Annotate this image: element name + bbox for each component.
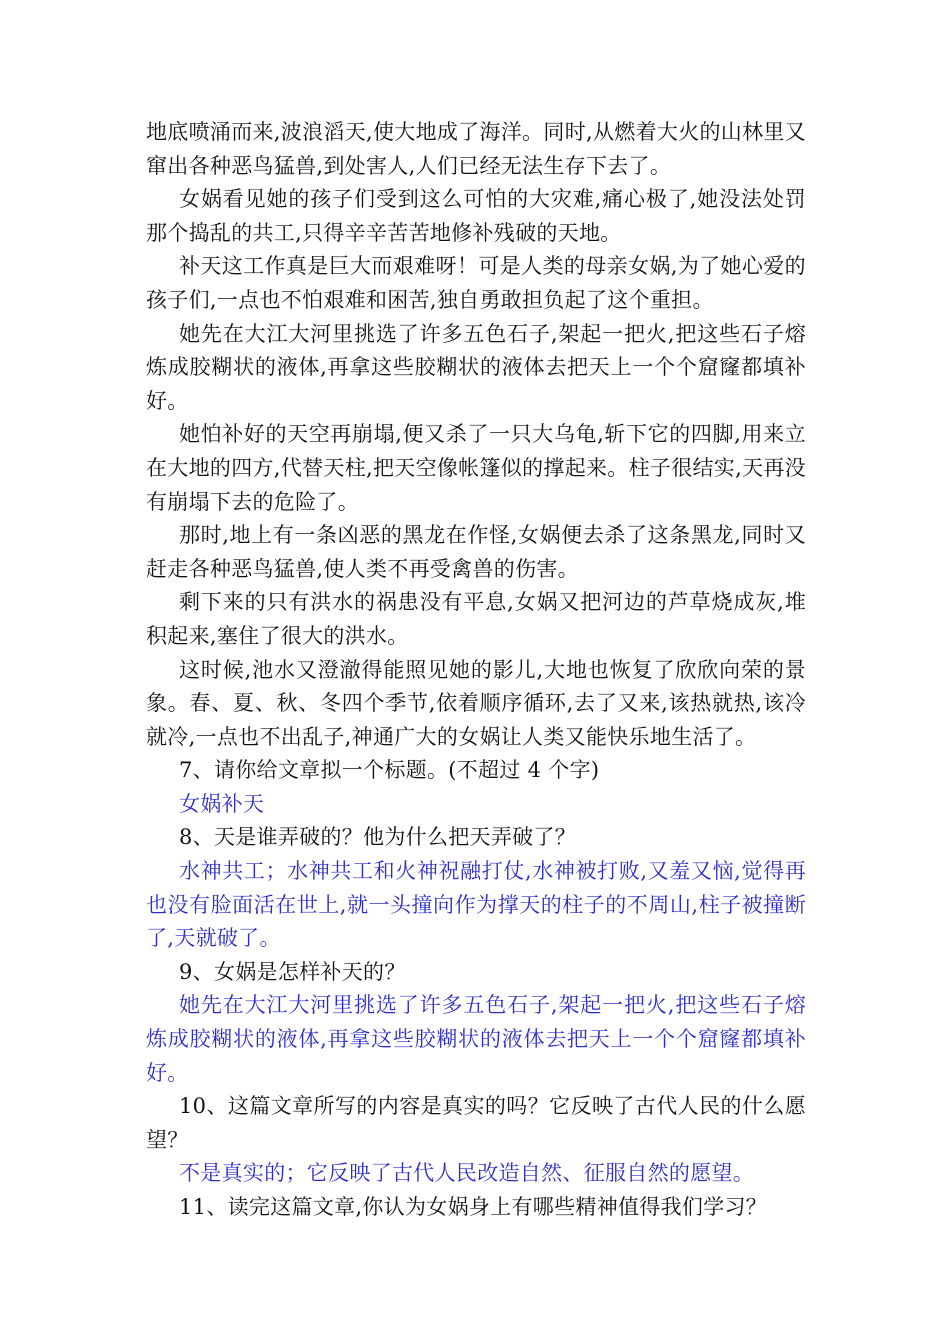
question-11: 11、读完这篇文章,你认为女娲身上有哪些精神值得我们学习？ — [179, 1195, 768, 1219]
question-8: 8、天是谁弄破的？他为什么把天弄破了？ — [179, 825, 577, 850]
question-7: 7、请你给文章拟一个标题。(不超过 4 个字) — [179, 758, 600, 783]
story-paragraph: 剩下来的只有洪水的祸患没有平息,女娲又把河边的芦草烧成灰,堆积起来,塞住了很大的洪水。 — [146, 590, 806, 648]
story-paragraph: 她先在大江大河里挑选了许多五色石子,架起一把火,把这些石子熔炼成胶糊状的液体,再拿这些胶糊状的液体去把天上一个个窟窿都填补好。 — [146, 321, 806, 413]
answer-9: 她先在大江大河里挑选了许多五色石子,架起一把火,把这些石子熔炼成胶糊状的液体,再拿这些胶糊状的液体去把天上一个个窟窿都填补好。 — [146, 993, 806, 1085]
question-9: 9、女娲是怎样补天的？ — [179, 959, 406, 984]
answer-7: 女娲补天 — [179, 791, 265, 816]
question-10: 10、这篇文章所写的内容是真实的吗？它反映了古代人民的什么愿望？ — [146, 1094, 806, 1152]
story-paragraph: 那时,地上有一条凶恶的黑龙在作怪,女娲便去杀了这条黑龙,同时又赶走各种恶鸟猛兽,使人类不再受禽兽的伤害。 — [146, 523, 806, 581]
story-paragraph: 地底喷涌而来,波浪滔天,使大地成了海洋。同时,从燃着大火的山林里又窜出各种恶鸟猛兽,到处害人,人们已经无法生存下去了。 — [146, 120, 806, 178]
story-paragraph: 她怕补好的天空再崩塌,便又杀了一只大乌龟,斩下它的四脚,用来立在大地的四方,代替天柱,把天空像帐篷似的撑起来。柱子很结实,天再没有崩塌下去的危险了。 — [146, 422, 806, 514]
document-page — [146, 116, 806, 1225]
story-paragraph: 这时候,池水又澄澈得能照见她的影儿,大地也恢复了欣欣向荣的景象。春、夏、秋、冬四个季节,依着顺序循环,去了又来,该热就热,该冷就冷,一点也不出乱子,神通广大的女娲让人类又能快乐地生活了。 — [146, 657, 806, 749]
answer-8: 水神共工；水神共工和火神祝融打仗,水神被打败,又羞又恼,觉得再也没有脸面活在世上,就一头撞向作为撑天的柱子的不周山,柱子被撞断了,天就破了。 — [146, 859, 806, 951]
story-paragraph: 女娲看见她的孩子们受到这么可怕的大灾难,痛心极了,她没法处罚那个捣乱的共工,只得辛辛苦苦地修补残破的天地。 — [146, 187, 806, 245]
answer-10: 不是真实的；它反映了古代人民改造自然、征服自然的愿望。 — [179, 1161, 755, 1186]
story-paragraph: 补天这工作真是巨大而艰难呀！可是人类的母亲女娲,为了她心爱的孩子们,一点也不怕艰难和困苦,独自勇敢担负起了这个重担。 — [146, 254, 806, 312]
